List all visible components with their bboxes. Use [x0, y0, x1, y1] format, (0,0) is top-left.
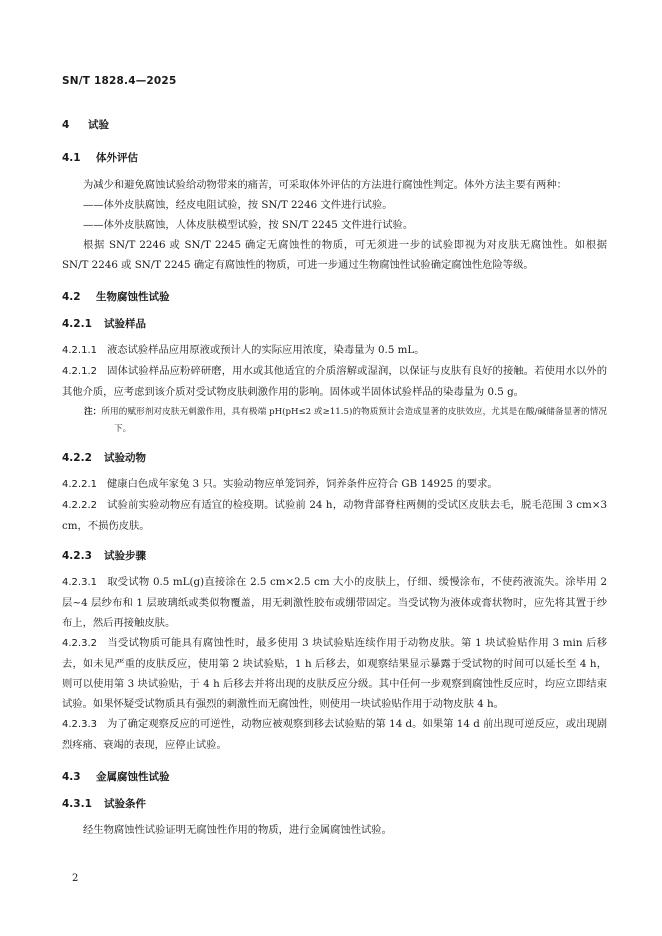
section-number: 4.3.1 [62, 798, 92, 810]
clause-4-2-2-1 [62, 474, 607, 495]
section-number: 4.2.2 [62, 452, 92, 464]
section-title: 试验 [88, 119, 109, 131]
clause-number: 4.2.1.1 [62, 345, 97, 356]
clause-number: 4.2.2.2 [62, 500, 97, 511]
clause-4-2-2-2 [62, 495, 607, 536]
paragraph: 经生物腐蚀性试验证明无腐蚀性作用的物质，进行金属腐蚀性试验。 [83, 824, 392, 836]
section-4-2-1-heading [62, 316, 607, 331]
section-number: 4.2.3 [62, 550, 92, 562]
standard-code: SN/T 1828.4—2025 [62, 75, 177, 87]
section-4-3-1-heading [62, 796, 607, 811]
clause-text: 为了确定观察反应的可逆性，动物应被观察到移去试验贴的第 14 d。如果第 14 d 前出现可逆反应，或出现剧烈疼痛、衰竭的表现，应停止试验。 [62, 718, 607, 751]
section-number: 4.2 [62, 291, 81, 303]
section-title: 体外评估 [96, 152, 138, 164]
clause-text: 固体试验样品应粉碎研磨，用水或其他适宜的介质溶解或湿润，以保证与皮肤有良好的接触。若使用水以外的其他介质，应考虑到该介质对受试物皮肤刺激作用的影响。固体或半固体试验样品的染毒量为 0.5 g。 [62, 365, 607, 398]
section-title: 金属腐蚀性试验 [96, 771, 170, 783]
section-number: 4.2.1 [62, 318, 92, 330]
clause-number: 4.2.1.2 [62, 366, 97, 377]
clause-4-2-3-3 [62, 714, 607, 755]
section-title: 试验条件 [104, 798, 146, 810]
page-content [62, 117, 607, 840]
clause-4-2-1-2 [62, 361, 607, 402]
section-4-heading [62, 117, 607, 132]
section-4-1-heading [62, 150, 607, 165]
section-4-2-2-heading [62, 450, 607, 465]
clause-text: 当受试物质可能具有腐蚀性时，最多使用 3 块试验贴连续作用于动物皮肤。第 1 块试验贴作用 3 min 后移去，如未见严重的皮肤反应，使用第 2 块试验贴，1 h 后移去，如观察结果显示暴露于受试物的时间可以延长至 4 h，则可以使用第 3 块试验贴，于 4 h 后移去并将出现的皮肤反应分级。其中任何一步观察到腐蚀性反应时，均应立即结束试验。如果怀疑受试物质具有强烈的刺激性而无腐蚀性，则使用一块试验贴作用于动物皮肤 4 h。 [62, 637, 607, 710]
section-4-2-3-heading [62, 548, 607, 563]
clause-text: 试验前实验动物应有适宜的检疫期。试验前 24 h，动物背部脊柱两侧的受试区皮肤去毛，脱毛范围 3 cm×3 cm，不损伤皮肤。 [62, 499, 607, 532]
note-label: 注： [84, 407, 102, 417]
list-item: ——体外皮肤腐蚀，人体皮肤模型试验，按 SN/T 2245 文件进行试验。 [83, 219, 414, 231]
clause-number: 4.2.3.3 [62, 719, 97, 730]
note-text: 所用的赋形剂对皮肤无刺激作用，具有极端 pH(pH≤2 或≥11.5)的物质预计会造成显著的皮肤效应，尤其是在酸/碱储备显著的情况下。 [101, 407, 607, 434]
note [62, 404, 607, 438]
clause-4-2-3-1 [62, 572, 607, 633]
clause-4-2-1-1 [62, 340, 607, 361]
section-title: 试验样品 [104, 318, 146, 330]
clause-4-2-3-2 [62, 633, 607, 714]
section-number: 4.3 [62, 771, 81, 783]
clause-text: 健康白色成年家兔 3 只。实验动物应单笼饲养，饲养条件应符合 GB 14925 的要求。 [107, 478, 498, 490]
clause-text: 取受试物 0.5 mL(g)直接涂在 2.5 cm×2.5 cm 大小的皮肤上，仔细、缓慢涂布，不使药液流失。涂毕用 2 层~4 层纱布和 1 层玻璃纸或类似物覆盖，用无刺激性胶布或绷带固定。当受试物为液体或膏状物时，应先将其置于纱布上，然后再接触皮肤。 [62, 576, 607, 629]
section-number: 4.1 [62, 152, 81, 164]
clause-text: 液态试验样品应用原液或预计人的实际应用浓度，染毒量为 0.5 mL。 [107, 344, 425, 356]
page-number: 2 [72, 873, 79, 884]
clause-number: 4.2.2.1 [62, 479, 97, 490]
section-4-2-heading [62, 289, 607, 304]
paragraph: 为减少和避免腐蚀试验给动物带来的痛苦，可采取体外评估的方法进行腐蚀性判定。体外方法主要有两种： [83, 179, 567, 191]
list-item: ——体外皮肤腐蚀，经皮电阻试验，按 SN/T 2246 文件进行试验。 [83, 199, 393, 211]
section-title: 试验步骤 [104, 550, 146, 562]
section-number: 4 [62, 119, 70, 131]
section-title: 生物腐蚀性试验 [96, 291, 170, 303]
section-4-3-heading [62, 769, 607, 784]
paragraph: 根据 SN/T 2246 或 SN/T 2245 确定无腐蚀性的物质，可无须进一步的试验即视为对皮肤无腐蚀性。如根据 SN/T 2246 或 SN/T 2245 确定有腐蚀性的物质，可进一步通过生物腐蚀性试验确定腐蚀性危险等级。 [62, 239, 607, 271]
clause-number: 4.2.3.2 [62, 638, 97, 649]
section-title: 试验动物 [104, 452, 146, 464]
clause-number: 4.2.3.1 [62, 577, 97, 588]
